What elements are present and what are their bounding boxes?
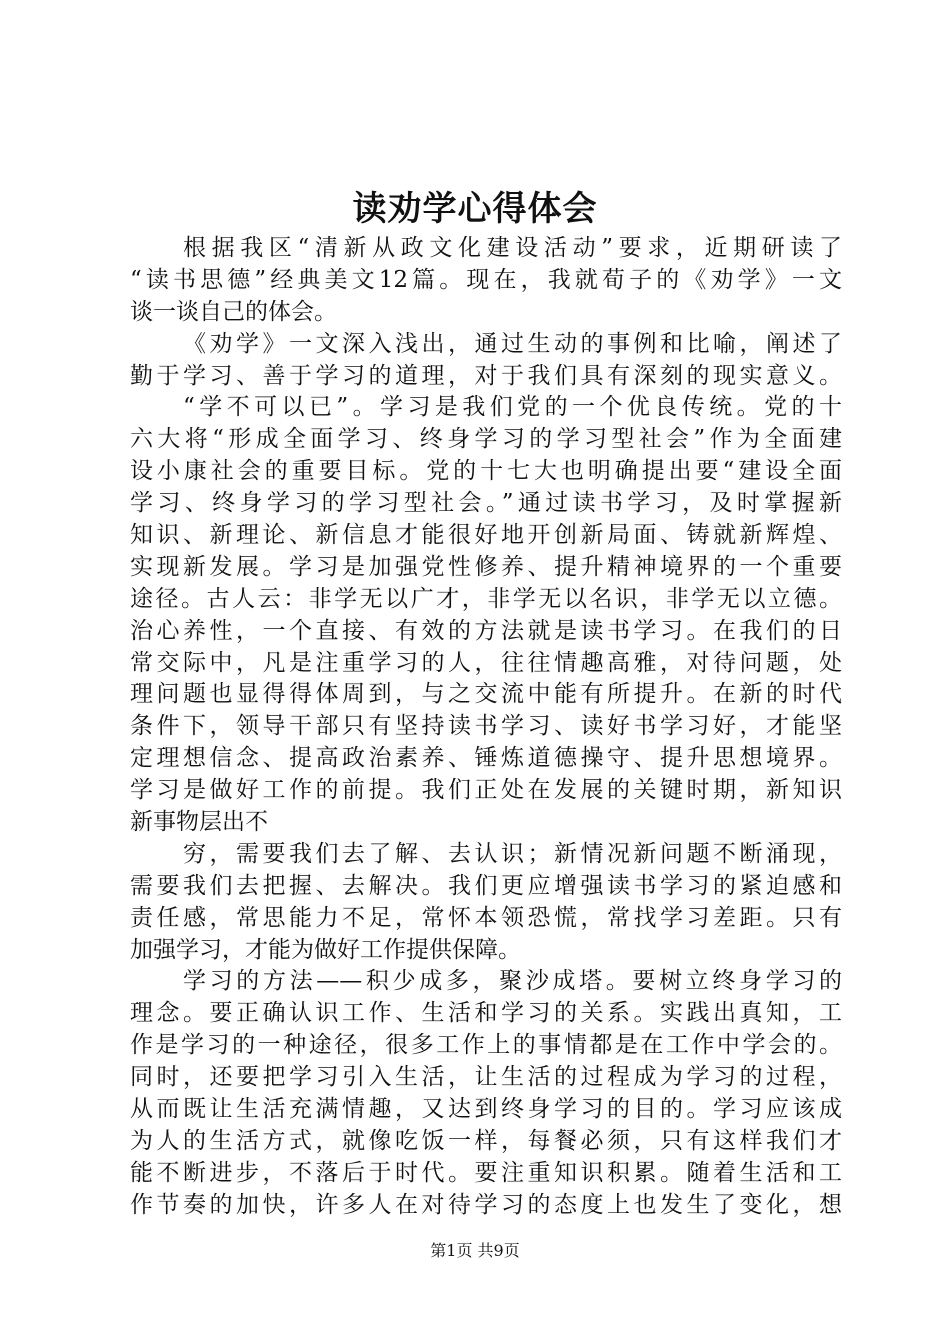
text-line: 谈一谈自己的体会。 <box>130 298 337 325</box>
text-line: 常交际中，凡是注重学习的人，往往情趣高雅，对待问题，处 <box>130 649 842 676</box>
text-line: 需要我们去把握、去解决。我们更应增强读书学习的紧迫感和 <box>130 872 842 899</box>
text-line: 途径。古人云：非学无以广才，非学无以名识，非学无以立德。 <box>130 585 842 612</box>
text-line: 定理想信念、提高政治素养、锤炼道德操守、提升思想境界。 <box>130 745 842 772</box>
text-line: 从而既让生活充满情趣，又达到终身学习的目的。学习应该成 <box>130 1096 842 1123</box>
text-line: 勤于学习、善于学习的道理，对于我们具有深刻的现实意义。 <box>130 362 842 389</box>
text-line: 条件下，领导干部只有坚持读书学习、读好书学习好，才能坚 <box>130 713 842 740</box>
text-line: 设小康社会的重要目标。党的十七大也明确提出要“建设全面 <box>130 458 842 485</box>
text-line: 理念。要正确认识工作、生活和学习的关系。实践出真知，工 <box>130 1000 842 1027</box>
text-line: 作是学习的一种途径，很多工作上的事情都是在工作中学会的。 <box>130 1032 842 1059</box>
text-line: 根据我区“清新从政文化建设活动”要求，近期研读了 <box>183 235 842 261</box>
text-line: 治心养性，一个直接、有效的方法就是读书学习。在我们的日 <box>130 617 842 644</box>
document-body <box>130 233 842 1222</box>
text-line: 知识、新理论、新信息才能很好地开创新局面、铸就新辉煌、 <box>130 522 842 549</box>
text-line: 理问题也显得得体周到，与之交流中能有所提升。在新的时代 <box>130 681 842 708</box>
text-line: 能不断进步，不落后于时代。要注重知识积累。随着生活和工 <box>130 1159 842 1186</box>
text-line: 新事物层出不 <box>130 809 268 836</box>
text-line: 学习的方法——积少成多，聚沙成塔。要树立终身学习的 <box>183 968 842 995</box>
text-line: 作节奏的加快，许多人在对待学习的态度上也发生了变化，想 <box>130 1191 842 1218</box>
text-line: “学不可以已”。学习是我们党的一个优良传统。党的十 <box>183 394 842 421</box>
text-line: 责任感，常思能力不足，常怀本领恐慌，常找学习差距。只有 <box>130 904 842 931</box>
text-line: 穷，需要我们去了解、去认识；新情况新问题不断涌现， <box>183 840 842 867</box>
text-line: 学习、终身学习的学习型社会。”通过读书学习，及时掌握新 <box>130 490 842 517</box>
text-line: 加强学习，才能为做好工作提供保障。 <box>130 936 521 963</box>
page-footer: 第1页 共9页 <box>430 1241 520 1260</box>
text-line: 六大将“形成全面学习、终身学习的学习型社会”作为全面建 <box>130 426 842 453</box>
text-line: 学习是做好工作的前提。我们正处在发展的关键时期，新知识 <box>130 777 842 804</box>
text-line: 为人的生活方式，就像吃饭一样，每餐必须，只有这样我们才 <box>130 1127 842 1154</box>
text-line: 《劝学》一文深入浅出，通过生动的事例和比喻，阐述了 <box>183 330 842 357</box>
text-line: 同时，还要把学习引入生活，让生活的过程成为学习的过程， <box>130 1064 842 1091</box>
text-line: 实现新发展。学习是加强党性修养、提升精神境界的一个重要 <box>130 553 842 580</box>
text-line: “读书思德”经典美文12篇。现在，我就荀子的《劝学》一文 <box>130 266 842 293</box>
document-title: 读劝学心得体会 <box>352 189 598 229</box>
